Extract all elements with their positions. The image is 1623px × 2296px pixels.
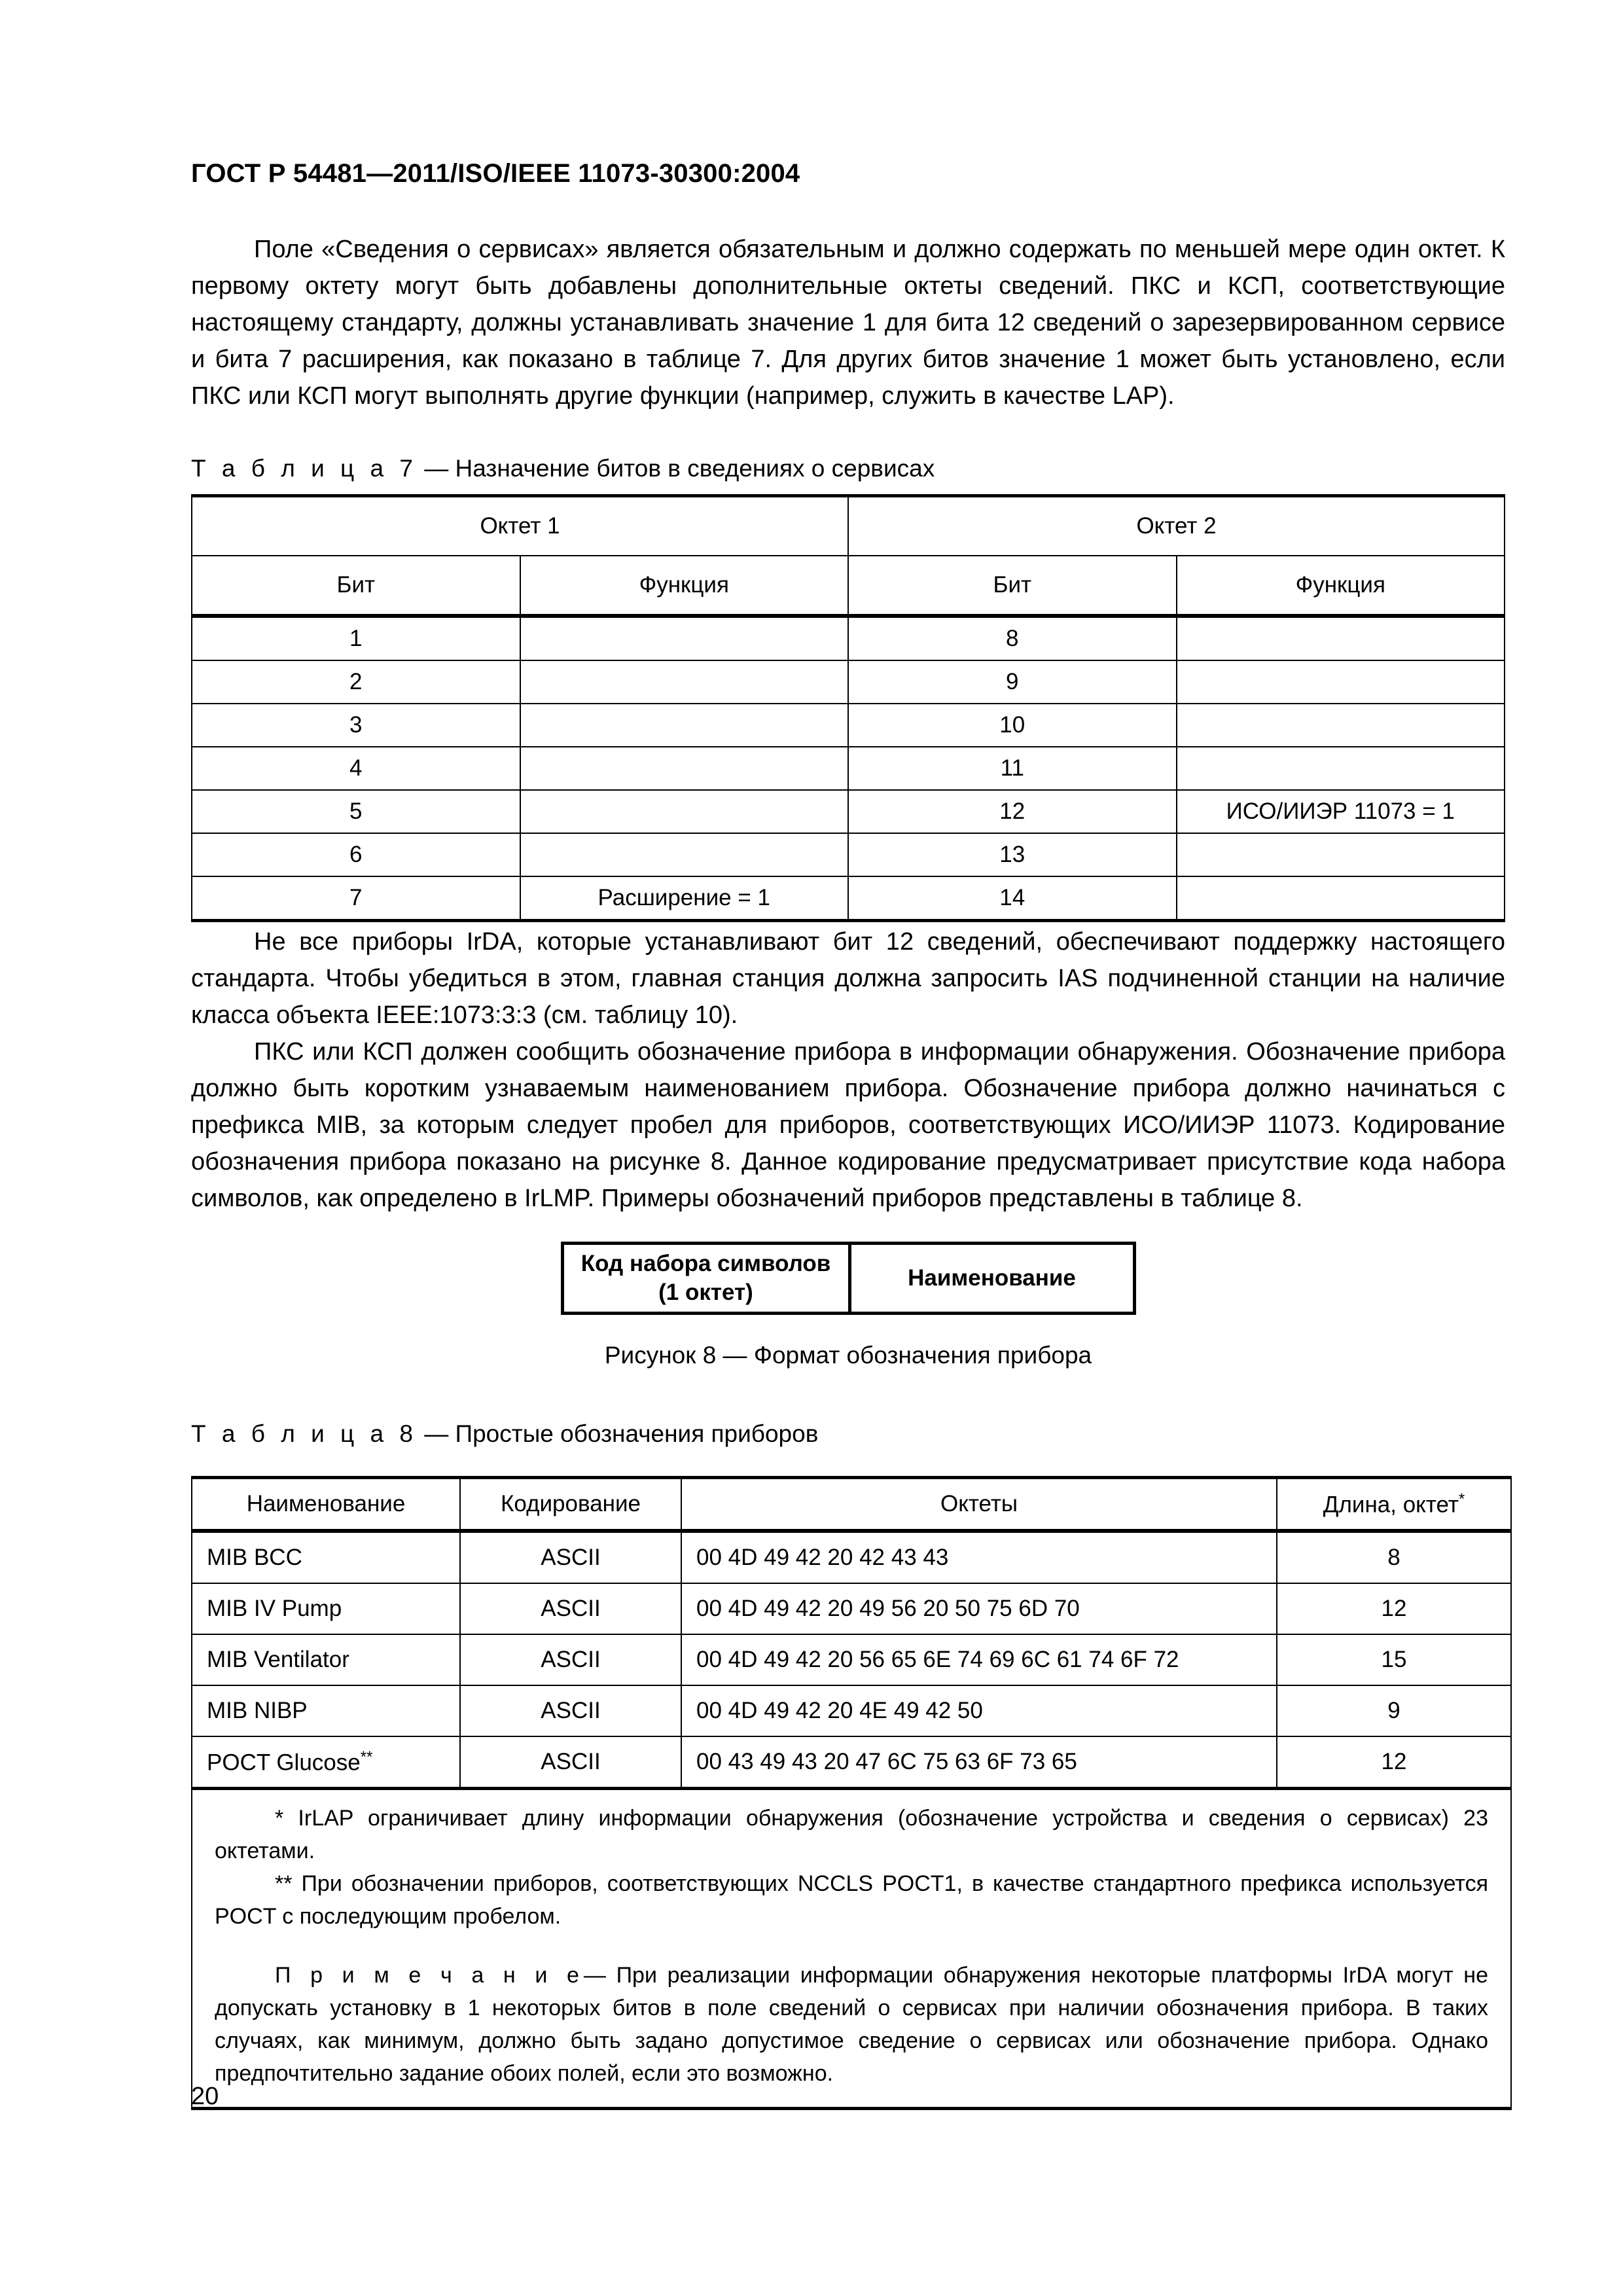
table7-cell-function2 — [1177, 833, 1505, 876]
table-row — [192, 876, 1505, 921]
page-number: 20 — [191, 2083, 219, 2110]
table7-cell-bit1: 4 — [192, 747, 520, 790]
table7-caption — [191, 453, 935, 484]
table7-cell-function1 — [520, 616, 849, 660]
table7-header-function1: Функция — [520, 556, 849, 616]
table8-note — [215, 1959, 1488, 2090]
intro-paragraph-block — [191, 231, 1505, 414]
figure8-caption: Рисунок 8 — Формат обозначения прибора — [604, 1342, 1092, 1369]
table7-cell-function2 — [1177, 616, 1505, 660]
table8-cell-octets: 00 43 49 43 20 47 6C 75 63 6F 73 65 — [681, 1736, 1277, 1789]
table7 — [191, 494, 1505, 922]
table7-cell-function2 — [1177, 660, 1505, 704]
figure8-row — [562, 1244, 1134, 1314]
table7-caption-title: Назначение битов в сведениях о сервисах — [455, 455, 935, 482]
table8-cell-encoding: ASCII — [460, 1685, 681, 1736]
table8-cell-name: MIB Ventilator — [192, 1634, 460, 1685]
table7-cell-function1 — [520, 704, 849, 747]
table8-caption-dash: — — [424, 1420, 449, 1447]
table-row — [192, 833, 1505, 876]
figure8-charset-code-line1: Код набора символов — [580, 1251, 831, 1276]
table8-cell-octets: 00 4D 49 42 20 49 56 20 50 75 6D 70 — [681, 1583, 1277, 1634]
table7-cell-bit2: 12 — [848, 790, 1177, 833]
table7-header-bit1: Бит — [192, 556, 520, 616]
table7-caption-dash: — — [424, 455, 449, 482]
table-row — [192, 1634, 1511, 1685]
table7-group-octet1: Октет 1 — [192, 496, 848, 556]
table7-cell-bit2: 11 — [848, 747, 1177, 790]
table7-cell-bit2: 8 — [848, 616, 1177, 660]
table8-cell-length: 9 — [1277, 1685, 1511, 1736]
table8-header-name: Наименование — [192, 1478, 460, 1532]
figure8-charset-code-cell — [562, 1244, 849, 1314]
figure8-name-cell: Наименование — [849, 1244, 1134, 1314]
table8-header-length — [1277, 1478, 1511, 1532]
table7-cell-bit1: 7 — [192, 876, 520, 921]
table8-cell-length: 15 — [1277, 1634, 1511, 1685]
table7-cell-bit1: 2 — [192, 660, 520, 704]
table8-cell-length: 12 — [1277, 1583, 1511, 1634]
table8-cell-name — [192, 1736, 460, 1789]
table8-note-dash: — — [583, 1963, 606, 1988]
table-row — [192, 1736, 1511, 1789]
table8-footnote-2: ** При обозначении приборов, соответствующих NCCLS POCT1, в качестве стандартного префикса используется POCT с последующим пробелом. — [215, 1871, 1488, 1929]
table8-header-length-text: Длина, октет — [1323, 1492, 1459, 1518]
table7-cell-function2: ИСО/ИИЭР 11073 = 1 — [1177, 790, 1505, 833]
table8-header-octets: Октеты — [681, 1478, 1277, 1532]
table-row — [192, 660, 1505, 704]
table8-caption-title: Простые обозначения приборов — [455, 1420, 819, 1447]
table7-group-header-row — [192, 496, 1505, 556]
table7-cell-function1 — [520, 790, 849, 833]
table-row — [192, 704, 1505, 747]
table7-header-function2: Функция — [1177, 556, 1505, 616]
table-row — [192, 790, 1505, 833]
paragraph-intro: Поле «Сведения о сервисах» является обязательным и должно содержать по меньшей мере один октет. К первому октету могут быть добавлены дополнительные октеты сведений. ПКС и КСП, соответствующие настоящему стандарту, должны устанавливать значение 1 для бита 12 сведений о зарезервированном сервисе и бита 7 расширения, как показано в таблице 7. Для других битов значение 1 может быть установлено, если ПКС или КСП могут выполнять другие функции (например, служить в качестве LAP). — [191, 236, 1505, 410]
table8-note-text: При реализации информации обнаружения некоторые платформы IrDA могут не допускать установку в 1 некоторых битов в поле сведений о сервисах при наличии обозначения прибора. В таких случаях, как минимум, должно быть задано допустимое сведение о сервисах или обозначение прибора. Однако предпочтительно задание обоих полей, если это возможно. — [215, 1963, 1488, 2086]
table7-cell-function1 — [520, 833, 849, 876]
table7-cell-bit2: 10 — [848, 704, 1177, 747]
table7-header-row — [192, 556, 1505, 616]
table8-notes-row — [192, 1789, 1511, 2109]
table7-cell-function1 — [520, 747, 849, 790]
table8-header-encoding: Кодирование — [460, 1478, 681, 1532]
table8-footnote-1: * IrLAP ограничивает длину информации обнаружения (обозначение устройства и сведения о сервисах) 23 октетами. — [215, 1806, 1488, 1863]
table7-group-octet2: Октет 2 — [848, 496, 1505, 556]
table8-cell-octets: 00 4D 49 42 20 42 43 43 — [681, 1531, 1277, 1583]
table-row — [192, 1531, 1511, 1583]
table7-cell-bit2: 13 — [848, 833, 1177, 876]
table8-cell-encoding: ASCII — [460, 1736, 681, 1789]
table8-cell-name-text: POCT Glucose — [207, 1749, 361, 1776]
table8-cell-name: MIB BCC — [192, 1531, 460, 1583]
paragraph-device-name: ПКС или КСП должен сообщить обозначение прибора в информации обнаружения. Обозначение прибора должно быть коротким узнаваемым наименованием прибора. Обозначение прибора должно начинаться с префикса MIB, за которым следует пробел для приборов, соответствующих ИСО/ИИЭР 11073. Кодирование обозначения прибора показано на рисунке 8. Данное кодирование предусматривает присутствие кода набора символов, как определено в IrLMP. Примеры обозначений приборов представлены в таблице 8. — [191, 1038, 1505, 1212]
table8-cell-name-marker: ** — [360, 1748, 373, 1766]
table8-cell-name: MIB NIBP — [192, 1685, 460, 1736]
table8-cell-encoding: ASCII — [460, 1634, 681, 1685]
table7-cell-bit2: 9 — [848, 660, 1177, 704]
table8-cell-name: MIB IV Pump — [192, 1583, 460, 1634]
table8-cell-encoding: ASCII — [460, 1531, 681, 1583]
table8-caption-label: Т а б л и ц а 8 — [191, 1420, 418, 1447]
mid-paragraph-block — [191, 924, 1505, 1217]
running-head: ГОСТ Р 54481—2011/ISO/IEEE 11073-30300:2004 — [191, 159, 800, 188]
table7-cell-bit1: 3 — [192, 704, 520, 747]
table8-cell-encoding: ASCII — [460, 1583, 681, 1634]
table7-cell-bit2: 14 — [848, 876, 1177, 921]
notes-spacer — [215, 1933, 1488, 1959]
table7-cell-function2 — [1177, 747, 1505, 790]
table8 — [191, 1476, 1512, 2110]
table8-cell-length: 8 — [1277, 1531, 1511, 1583]
table8-cell-octets: 00 4D 49 42 20 56 65 6E 74 69 6C 61 74 6F 72 — [681, 1634, 1277, 1685]
table7-caption-label: Т а б л и ц а 7 — [191, 455, 418, 482]
table7-cell-bit1: 5 — [192, 790, 520, 833]
table7-cell-bit1: 6 — [192, 833, 520, 876]
table7-cell-function2 — [1177, 704, 1505, 747]
table8-header-row — [192, 1478, 1511, 1532]
table-row — [192, 1583, 1511, 1634]
figure8-charset-code-line2: (1 октет) — [658, 1280, 753, 1305]
table7-cell-function1 — [520, 660, 849, 704]
table7-cell-function1: Расширение = 1 — [520, 876, 849, 921]
table8-header-length-marker: * — [1458, 1490, 1465, 1508]
table8-notes-cell — [192, 1789, 1511, 2109]
paragraph-irda: Не все приборы IrDA, которые устанавливают бит 12 сведений, обеспечивают поддержку настоящего стандарта. Чтобы убедиться в этом, главная станция должна запросить IAS подчиненной станции на наличие класса объекта IEEE:1073:3:3 (см. таблицу 10). — [191, 928, 1505, 1029]
table8-cell-length: 12 — [1277, 1736, 1511, 1789]
table-row — [192, 1685, 1511, 1736]
table8-caption — [191, 1418, 818, 1450]
table-row — [192, 616, 1505, 660]
figure8-diagram — [191, 1242, 1505, 1315]
table-row — [192, 747, 1505, 790]
table7-cell-bit1: 1 — [192, 616, 520, 660]
table7-header-bit2: Бит — [848, 556, 1177, 616]
table8-note-label: П р и м е ч а н и е — [275, 1963, 584, 1988]
table7-cell-function2 — [1177, 876, 1505, 921]
table8-cell-octets: 00 4D 49 42 20 4E 49 42 50 — [681, 1685, 1277, 1736]
